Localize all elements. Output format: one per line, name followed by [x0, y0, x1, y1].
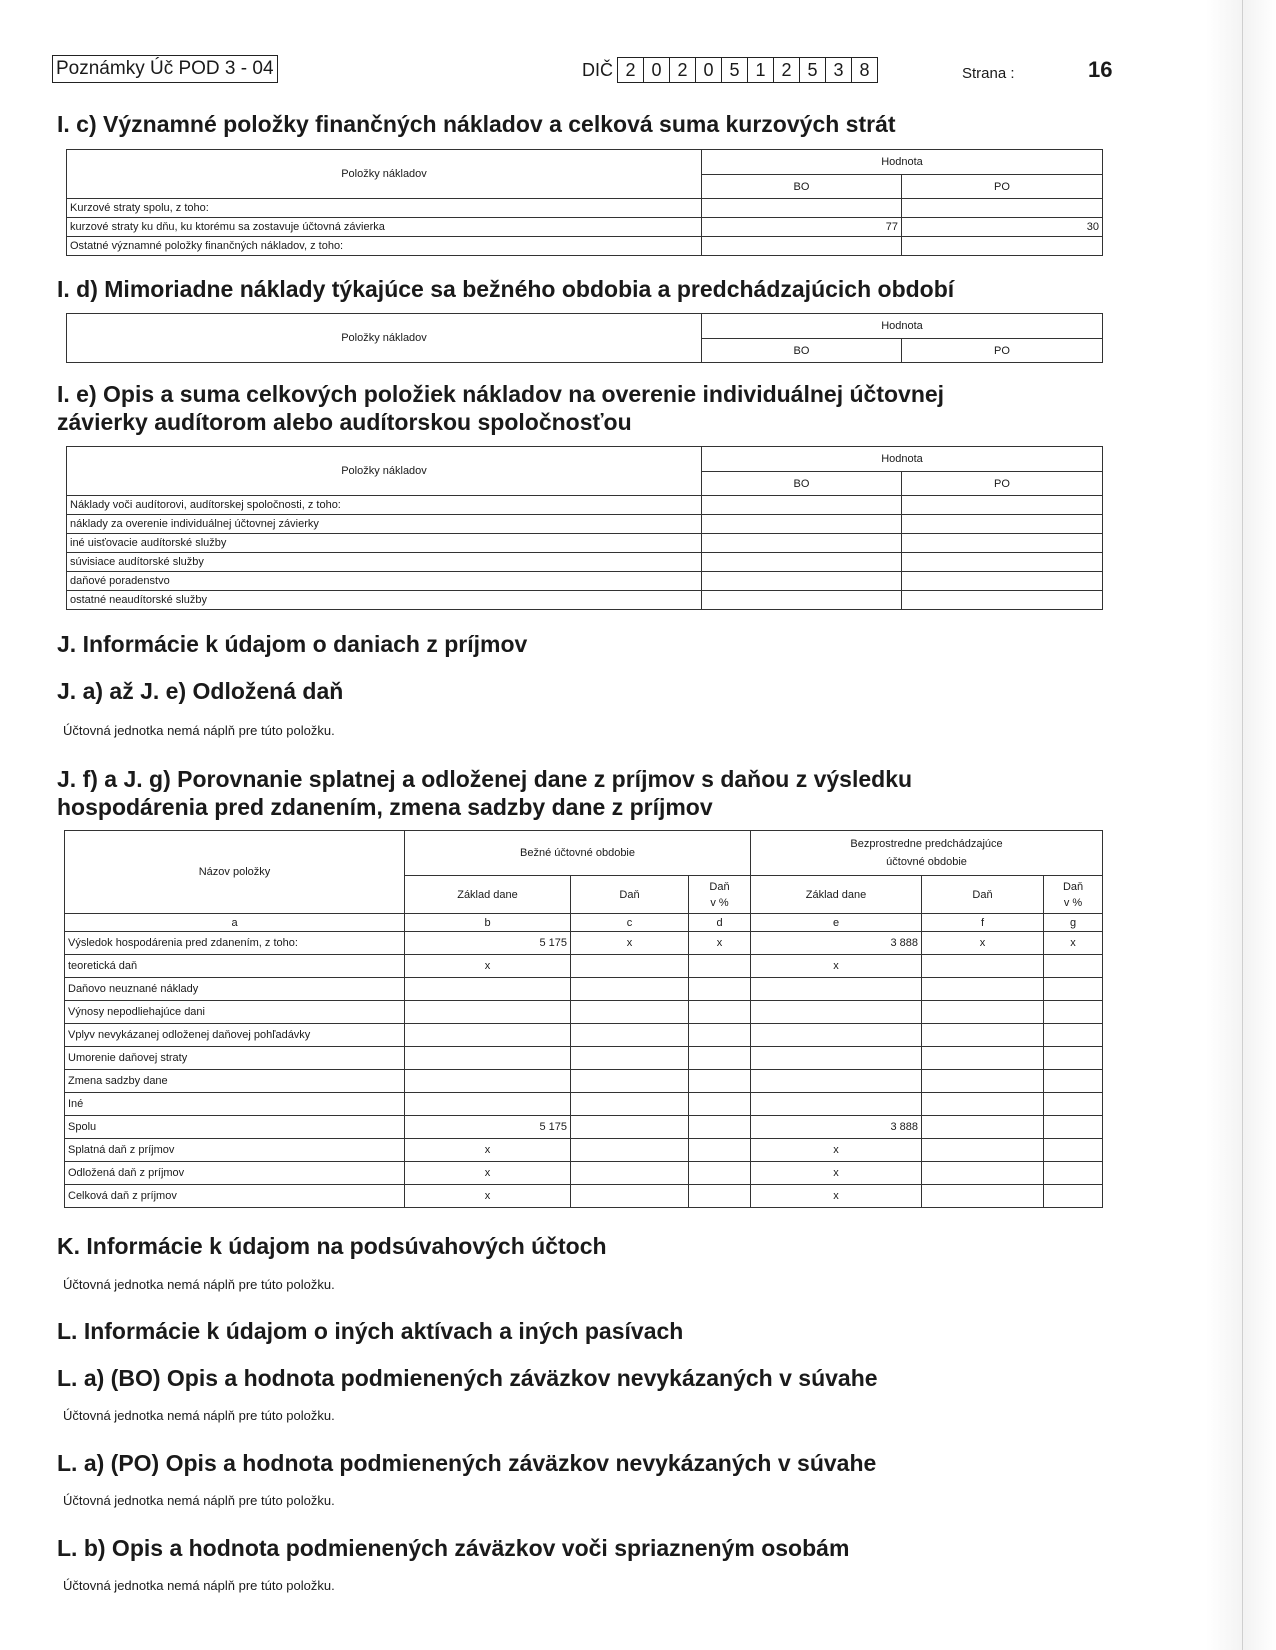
- row-label: Ostatné významné položky finančných nákladov, z toho:: [67, 237, 702, 256]
- col-tax-header: Daň: [571, 876, 689, 914]
- cell-base-previous: 3 888: [751, 932, 922, 955]
- section-title-jf-line1: J. f) a J. g) Porovnanie splatnej a odloženej dane z príjmov s daňou z výsledku: [57, 766, 913, 792]
- cell-tax-previous: x: [922, 932, 1044, 955]
- cell-tax-previous: [922, 978, 1044, 1001]
- table-row: [67, 515, 1103, 534]
- table-row: [65, 1070, 1103, 1093]
- table-1c: [66, 149, 1103, 256]
- table-1e: [66, 446, 1103, 610]
- cell-base-previous: x: [751, 1162, 922, 1185]
- cell-rate-current: [689, 1116, 751, 1139]
- dic-digit: 5: [800, 58, 826, 82]
- cell-tax-previous: [922, 1024, 1044, 1047]
- table-row: [65, 1093, 1103, 1116]
- cell-tax-current: [571, 978, 689, 1001]
- row-label: Iné: [65, 1093, 405, 1116]
- section-title-ja: J. a) až J. e) Odložená daň: [57, 678, 344, 704]
- cell-tax-current: [571, 955, 689, 978]
- page-label: Strana :: [962, 65, 1015, 82]
- cell-bo: [702, 553, 902, 572]
- table-row: [65, 978, 1103, 1001]
- cell-bo: [702, 591, 902, 610]
- cell-tax-current: [571, 1093, 689, 1116]
- cell-base-current: [405, 1047, 571, 1070]
- cell-base-previous: [751, 1001, 922, 1024]
- section-title-lb: L. b) Opis a hodnota podmienených záväzkov voči spriazneným osobám: [57, 1535, 850, 1561]
- cell-rate-previous: [1044, 1070, 1103, 1093]
- col-letter: c: [571, 914, 689, 932]
- row-label: kurzové straty ku dňu, ku ktorému sa zostavuje účtovná závierka: [67, 218, 702, 237]
- col-previous-line1: Bezprostredne predchádzajúce: [850, 838, 1003, 850]
- col-value-header: Hodnota: [702, 314, 1103, 339]
- col-current-header: Bežné účtovné obdobie: [405, 831, 751, 876]
- dic-digit: 2: [670, 58, 696, 82]
- cell-tax-current: x: [571, 932, 689, 955]
- cell-rate-previous: [1044, 1162, 1103, 1185]
- table-row: [65, 955, 1103, 978]
- cell-rate-previous: [1044, 1047, 1103, 1070]
- dic-digit: 0: [696, 58, 722, 82]
- cell-rate-previous: [1044, 1139, 1103, 1162]
- table-row: [67, 534, 1103, 553]
- col-rate-line2: v %: [710, 896, 729, 909]
- cell-base-previous: x: [751, 1185, 922, 1208]
- col-previous-header: [751, 831, 1103, 876]
- cell-bo: [702, 515, 902, 534]
- row-label: Splatná daň z príjmov: [65, 1139, 405, 1162]
- section-note-lb: Účtovná jednotka nemá náplň pre túto položku.: [63, 1578, 335, 1593]
- cell-tax-current: [571, 1001, 689, 1024]
- row-label: Kurzové straty spolu, z toho:: [67, 199, 702, 218]
- dic-digit: 8: [859, 60, 870, 80]
- table-row: [65, 1139, 1103, 1162]
- section-title-j: J. Informácie k údajom o daniach z príjmov: [57, 631, 528, 657]
- table-row: [65, 1001, 1103, 1024]
- section-title-k: K. Informácie k údajom na podsúvahových účtoch: [57, 1233, 607, 1259]
- table-row: [67, 199, 1103, 218]
- table-row: [65, 932, 1103, 955]
- cell-rate-previous: x: [1044, 932, 1103, 955]
- row-label: teoretická daň: [65, 955, 405, 978]
- table-1d: [66, 313, 1103, 363]
- row-label: Náklady voči audítorovi, audítorskej spoločnosti, z toho:: [67, 496, 702, 515]
- cell-rate-previous: [1044, 1001, 1103, 1024]
- col-rate-header-prev: [1044, 876, 1103, 914]
- cell-po: [902, 237, 1103, 256]
- row-label: Spolu: [65, 1116, 405, 1139]
- table-row: [67, 496, 1103, 515]
- cell-base-previous: 3 888: [751, 1116, 922, 1139]
- cell-bo: 77: [702, 218, 902, 237]
- dic-field: [582, 57, 878, 83]
- col-letter: a: [65, 914, 405, 932]
- col-letter: g: [1044, 914, 1103, 932]
- table-row: [67, 237, 1103, 256]
- page-number: 16: [1088, 57, 1113, 82]
- col-items-header: Položky nákladov: [67, 150, 702, 199]
- cell-rate-current: [689, 1093, 751, 1116]
- cell-rate-previous: [1044, 955, 1103, 978]
- cell-base-previous: [751, 1093, 922, 1116]
- table-row: [65, 1162, 1103, 1185]
- cell-rate-current: [689, 955, 751, 978]
- cell-base-current: 5 175: [405, 932, 571, 955]
- cell-tax-current: [571, 1070, 689, 1093]
- cell-tax-current: [571, 1116, 689, 1139]
- col-base-header-prev: Základ dane: [751, 876, 922, 914]
- section-note-la-bo: Účtovná jednotka nemá náplň pre túto položku.: [63, 1408, 335, 1423]
- cell-base-current: [405, 1024, 571, 1047]
- cell-rate-current: [689, 1070, 751, 1093]
- dic-boxes: [617, 57, 878, 83]
- cell-po: [902, 534, 1103, 553]
- col-bo-header: BO: [702, 472, 902, 496]
- col-letter: f: [922, 914, 1044, 932]
- cell-po: 30: [902, 218, 1103, 237]
- cell-po: [902, 572, 1103, 591]
- col-base-header: Základ dane: [405, 876, 571, 914]
- cell-rate-current: [689, 978, 751, 1001]
- cell-bo: [702, 572, 902, 591]
- cell-rate-previous: [1044, 978, 1103, 1001]
- section-title-jf-line2: hospodárenia pred zdanením, zmena sadzby dane z príjmov: [57, 794, 713, 820]
- col-rate-line1: Daň: [1062, 880, 1084, 893]
- table-row: [65, 1185, 1103, 1208]
- row-label: Celková daň z príjmov: [65, 1185, 405, 1208]
- cell-base-current: [405, 1093, 571, 1116]
- col-name-header: Názov položky: [65, 831, 405, 914]
- cell-po: [902, 553, 1103, 572]
- dic-digit: 2: [618, 58, 644, 82]
- cell-tax-previous: [922, 955, 1044, 978]
- col-rate-line2: v %: [1063, 896, 1083, 909]
- col-items-header: Položky nákladov: [67, 314, 702, 363]
- section-title-1c: I. c) Významné položky finančných nákladov a celková suma kurzových strát: [57, 111, 896, 137]
- cell-tax-current: [571, 1139, 689, 1162]
- cell-rate-previous: [1044, 1093, 1103, 1116]
- table-row: [67, 572, 1103, 591]
- section-title-1e-line2: závierky audítorom alebo audítorskou spoločnosťou: [57, 409, 632, 435]
- col-rate-header: [689, 876, 751, 914]
- col-rate-line1: Daň: [709, 880, 730, 893]
- row-label: iné uisťovacie audítorské služby: [67, 534, 702, 553]
- row-label: náklady za overenie individuálnej účtovnej závierky: [67, 515, 702, 534]
- cell-base-previous: [751, 1070, 922, 1093]
- dic-digit: 0: [644, 58, 670, 82]
- col-po-header: PO: [902, 472, 1103, 496]
- section-title-1d: I. d) Mimoriadne náklady týkajúce sa bežného obdobia a predchádzajúcich období: [57, 276, 955, 302]
- col-tax-header-prev: Daň: [922, 876, 1044, 914]
- dic-label: DIČ: [582, 59, 613, 80]
- cell-tax-previous: [922, 1139, 1044, 1162]
- cell-tax-previous: [922, 1093, 1044, 1116]
- cell-rate-current: [689, 1162, 751, 1185]
- cell-tax-previous: [922, 1001, 1044, 1024]
- cell-tax-current: [571, 1162, 689, 1185]
- cell-rate-current: x: [689, 932, 751, 955]
- cell-po: [902, 496, 1103, 515]
- cell-bo: [702, 496, 902, 515]
- row-label: Umorenie daňovej straty: [65, 1047, 405, 1070]
- row-label: Zmena sadzby dane: [65, 1070, 405, 1093]
- scan-edge: [1206, 0, 1276, 1650]
- cell-base-current: [405, 978, 571, 1001]
- row-label: Vplyv nevykázanej odloženej daňovej pohľadávky: [65, 1024, 405, 1047]
- cell-base-previous: x: [751, 1139, 922, 1162]
- col-value-header: Hodnota: [702, 150, 1103, 175]
- cell-base-current: x: [405, 1162, 571, 1185]
- col-letter: b: [405, 914, 571, 932]
- section-note-ja: Účtovná jednotka nemá náplň pre túto položku.: [63, 723, 335, 738]
- cell-rate-current: [689, 1001, 751, 1024]
- cell-base-current: 5 175: [405, 1116, 571, 1139]
- cell-base-current: x: [405, 955, 571, 978]
- section-title-1e-line1: I. e) Opis a suma celkových položiek nákladov na overenie individuálnej účtovnej: [57, 381, 945, 407]
- cell-rate-previous: [1044, 1185, 1103, 1208]
- cell-tax-current: [571, 1024, 689, 1047]
- table-row: [67, 591, 1103, 610]
- cell-base-previous: [751, 1047, 922, 1070]
- cell-base-previous: [751, 1024, 922, 1047]
- dic-digit: 1: [748, 58, 774, 82]
- dic-digit: 3: [826, 58, 852, 82]
- table-row: [65, 1116, 1103, 1139]
- table-row: [67, 553, 1103, 572]
- cell-rate-current: [689, 1185, 751, 1208]
- cell-tax-current: [571, 1185, 689, 1208]
- col-bo-header: BO: [702, 175, 902, 199]
- row-label: Výnosy nepodliehajúce dani: [65, 1001, 405, 1024]
- cell-bo: [702, 237, 902, 256]
- form-name: Poznámky Úč POD 3 - 04: [52, 55, 278, 83]
- letters-row: [65, 914, 1103, 932]
- section-note-la-po: Účtovná jednotka nemá náplň pre túto položku.: [63, 1493, 335, 1508]
- section-title-l: L. Informácie k údajom o iných aktívach a iných pasívach: [57, 1318, 684, 1344]
- cell-rate-current: [689, 1047, 751, 1070]
- row-label: Daňovo neuznané náklady: [65, 978, 405, 1001]
- section-note-k: Účtovná jednotka nemá náplň pre túto položku.: [63, 1277, 335, 1292]
- row-label: ostatné neaudítorské služby: [67, 591, 702, 610]
- col-letter: e: [751, 914, 922, 932]
- row-label: daňové poradenstvo: [67, 572, 702, 591]
- dic-digit: 2: [774, 58, 800, 82]
- cell-rate-current: [689, 1024, 751, 1047]
- section-title-la-bo: L. a) (BO) Opis a hodnota podmienených záväzkov nevykázaných v súvahe: [57, 1365, 878, 1391]
- cell-tax-previous: [922, 1185, 1044, 1208]
- row-label: Odložená daň z príjmov: [65, 1162, 405, 1185]
- cell-po: [902, 515, 1103, 534]
- col-po-header: PO: [902, 339, 1103, 363]
- col-po-header: PO: [902, 175, 1103, 199]
- cell-tax-previous: [922, 1116, 1044, 1139]
- cell-tax-current: [571, 1047, 689, 1070]
- cell-base-current: x: [405, 1139, 571, 1162]
- row-label: Výsledok hospodárenia pred zdanením, z toho:: [65, 932, 405, 955]
- cell-bo: [702, 534, 902, 553]
- cell-base-current: x: [405, 1185, 571, 1208]
- table-row: [65, 1047, 1103, 1070]
- table-jf: [64, 830, 1103, 1208]
- cell-base-current: [405, 1001, 571, 1024]
- col-bo-header: BO: [702, 339, 902, 363]
- col-items-header: Položky nákladov: [67, 447, 702, 496]
- table-row: [65, 1024, 1103, 1047]
- dic-digit: 5: [722, 58, 748, 82]
- cell-tax-previous: [922, 1047, 1044, 1070]
- cell-base-previous: [751, 978, 922, 1001]
- col-letter: d: [689, 914, 751, 932]
- cell-base-previous: x: [751, 955, 922, 978]
- cell-rate-previous: [1044, 1116, 1103, 1139]
- table-row: [67, 218, 1103, 237]
- col-previous-line2: účtovné obdobie: [886, 856, 967, 868]
- cell-tax-previous: [922, 1162, 1044, 1185]
- section-title-la-po: L. a) (PO) Opis a hodnota podmienených záväzkov nevykázaných v súvahe: [57, 1450, 877, 1476]
- cell-rate-current: [689, 1139, 751, 1162]
- row-label: súvisiace audítorské služby: [67, 553, 702, 572]
- cell-po: [902, 199, 1103, 218]
- cell-tax-previous: [922, 1070, 1044, 1093]
- cell-rate-previous: [1044, 1024, 1103, 1047]
- col-value-header: Hodnota: [702, 447, 1103, 472]
- cell-po: [902, 591, 1103, 610]
- cell-base-current: [405, 1070, 571, 1093]
- cell-bo: [702, 199, 902, 218]
- page-header: [0, 55, 1276, 85]
